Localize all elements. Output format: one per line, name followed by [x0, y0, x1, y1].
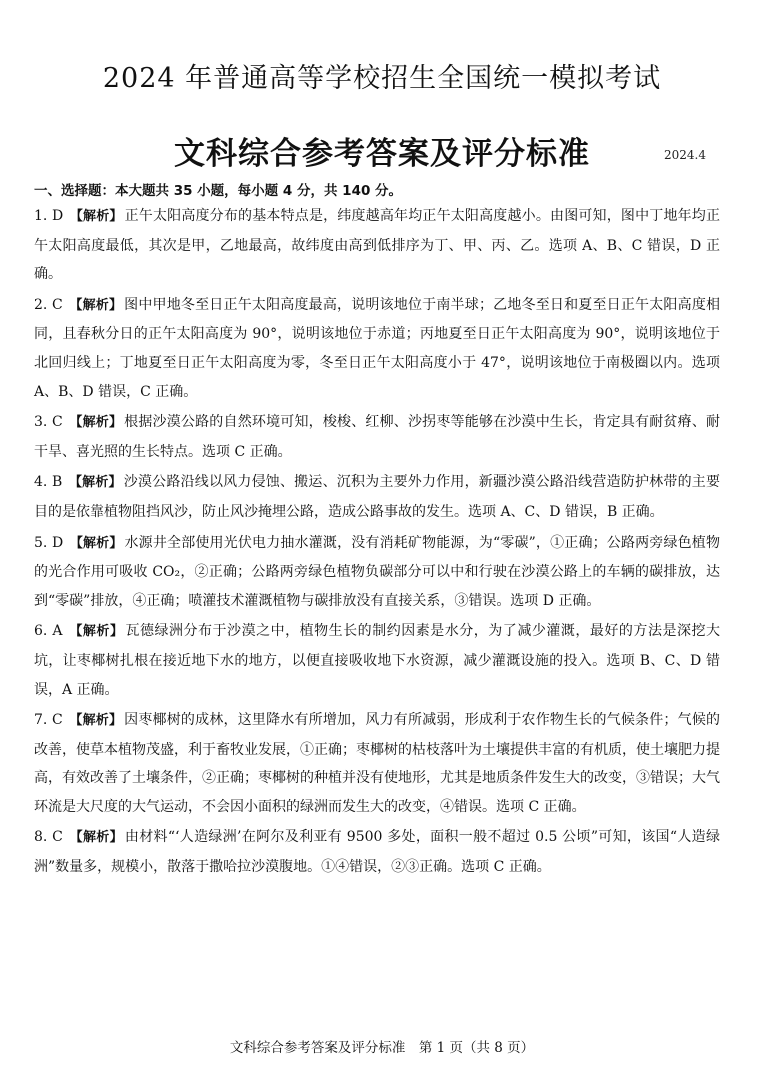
answer-item — [34, 823, 720, 881]
answer-number: 8. C — [34, 829, 63, 846]
answer-number: 1. D — [34, 208, 64, 224]
exam-title: 2024 年普通高等学校招生全国统一模拟考试 — [102, 63, 662, 94]
analysis-tag: 【解析】 — [69, 297, 123, 313]
answer-item — [34, 202, 720, 289]
analysis-tag: 【解析】 — [69, 535, 123, 551]
answer-text: 水源井全部使用光伏电力抽水灌溉，没有消耗矿物能源，为“零碳”，①正确；公路两旁绿色植物的光合作用可吸收 CO₂，②正确；公路两旁绿色植物负碳部分可以中和行驶在沙漠公路上的车辆的碳排放，达到“零碳”排放，④正确；喷灌技术灌溉植物与碳排放没有直接关系，③错误。选项 D 正确。 — [34, 534, 720, 609]
answer-number: 3. C — [34, 414, 63, 431]
answer-text: 因枣椰树的成林，这里降水有所增加，风力有所减弱，形成利于农作物生长的气候条件；气候的改善，使草本植物茂盛，利于畜牧业发展，①正确；枣椰树的枯枝落叶为土壤提供丰富的有机质，使土壤肥力提高，有效改善了土壤条件，②正确；枣椰树的种植并没有使地形，尤其是地质条件发生大的改变，③错误；大气环流是大尺度的大气运动，不会因小面积的绿洲而发生大的改变，④错误。选项 C 正确。 — [34, 712, 721, 815]
analysis-tag: 【解析】 — [68, 475, 122, 491]
analysis-tag: 【解析】 — [69, 209, 123, 224]
analysis-tag: 【解析】 — [69, 624, 124, 640]
answer-number: 6. A — [34, 623, 63, 640]
answer-item — [34, 291, 720, 406]
answer-item — [34, 468, 720, 526]
answer-item — [34, 529, 720, 616]
analysis-tag: 【解析】 — [69, 830, 123, 846]
section-heading: 一、选择题：本大题共 35 小题，每小题 4 分，共 140 分。 — [34, 183, 403, 199]
answer-number: 4. B — [34, 474, 63, 491]
answer-item — [34, 706, 720, 821]
answer-text: 根据沙漠公路的自然环境可知，梭梭、红柳、沙拐枣等能够在沙漠中生长，肯定具有耐贫瘠、耐干旱、喜光照的生长特点。选项 C 正确。 — [34, 414, 721, 460]
answer-text: 图中甲地冬至日正午太阳高度最高，说明该地位于南半球；乙地冬至日和夏至日正午太阳高度相同，且春秋分日的正午太阳高度为 90°，说明该地位于赤道；丙地夏至日正午太阳高度为 90°，说明该地位于北回归线上；丁地夏至日正午太阳高度为零，冬至日正午太阳高度小于 47°，说明该地位于南极圈以内。选项 A、B、D 错误，C 正确。 — [34, 296, 721, 400]
answer-text: 正午太阳高度分布的基本特点是，纬度越高年均正午太阳高度越小。由图可知，图中丁地年均正午太阳高度最低，其次是甲，乙地最高，故纬度由高到低排序为丁、甲、丙、乙。选项 A、B、C 错误，D 正确。 — [34, 208, 720, 283]
answer-number: 5. D — [34, 534, 64, 551]
analysis-tag: 【解析】 — [69, 713, 123, 729]
document-date: 2024.4 — [664, 148, 706, 162]
answer-list — [34, 202, 720, 884]
answer-text: 瓦德绿洲分布于沙漠之中，植物生长的制约因素是水分，为了减少灌溉，最好的方法是深挖大坑，让枣椰树扎根在接近地下水的地方，以便直接吸收地下水资源，减少灌溉设施的投入。选项 B、C、D 错误，A 正确。 — [34, 623, 720, 698]
answer-text: 沙漠公路沿线以风力侵蚀、搬运、沉积为主要外力作用，新疆沙漠公路沿线营造防护林带的主要目的是依靠植物阻挡风沙，防止风沙掩埋公路，造成公路事故的发生。选项 A、C、D 错误，B 正确。 — [34, 474, 720, 520]
page-footer: 文科综合参考答案及评分标准 第 1 页（共 8 页） — [229, 1040, 535, 1056]
answer-number: 2. C — [34, 296, 63, 313]
document-title: 文科综合参考答案及评分标准 — [174, 136, 590, 172]
answer-number: 7. C — [34, 712, 63, 729]
answer-item — [34, 617, 720, 704]
answer-item — [34, 408, 720, 466]
analysis-tag: 【解析】 — [69, 415, 123, 431]
answer-text: 由材料“‘人造绿洲’在阿尔及利亚有 9500 多处，面积一般不超过 0.5 公顷”可知，该国“人造绿洲”数量多，规模小，散落于撒哈拉沙漠腹地。①④错误，②③正确。选项 C 正确。 — [34, 829, 720, 876]
